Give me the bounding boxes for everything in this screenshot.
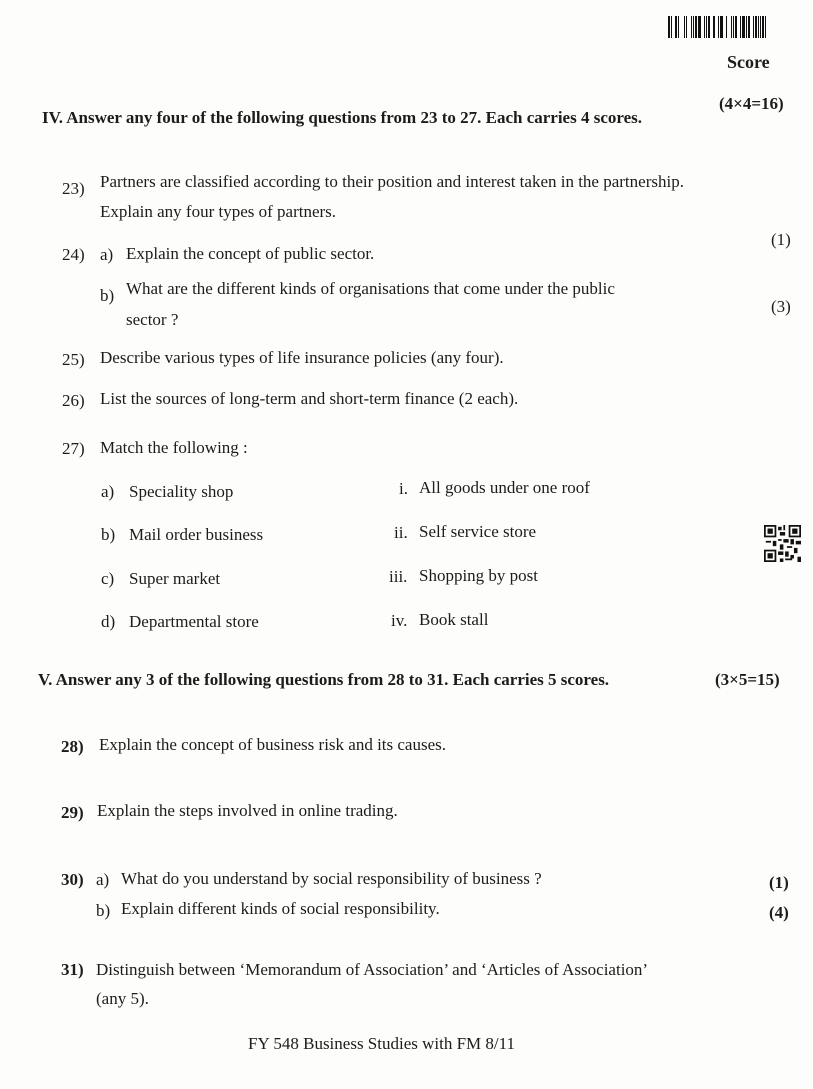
- section-4-heading: IV. Answer any four of the following questions from 23 to 27. Each carries 4 scores.: [42, 108, 643, 127]
- section-4-marks: (4×4=16): [719, 94, 784, 113]
- section-5-heading: V. Answer any 3 of the following questions from 28 to 31. Each carries 5 scores.: [38, 670, 610, 689]
- match-right-iv-label: iv.: [391, 611, 408, 630]
- q31-line2: (any 5).: [96, 989, 149, 1008]
- q24-a-text: Explain the concept of public sector.: [126, 244, 375, 263]
- q23-number: 23): [62, 179, 85, 198]
- q30-b-text: Explain different kinds of social responsibility.: [121, 899, 440, 918]
- match-left-a-text: Speciality shop: [129, 482, 234, 501]
- match-left-b-text: Mail order business: [129, 525, 264, 544]
- match-left-c-text: Super market: [129, 569, 221, 588]
- q25-number: 25): [62, 350, 85, 369]
- q24-a-marks: (1): [771, 230, 791, 249]
- match-left-d-text: Departmental store: [129, 612, 259, 631]
- q29-number: 29): [61, 803, 84, 822]
- footer-text: FY 548 Business Studies with FM 8/11: [248, 1034, 516, 1053]
- match-right-ii-text: Self service store: [419, 522, 537, 541]
- score-label: Score: [727, 52, 770, 72]
- q30-a-label: a): [96, 870, 110, 889]
- match-right-i-label: i.: [399, 479, 408, 498]
- match-right-iii-text: Shopping by post: [419, 566, 539, 585]
- match-right-iii-label: iii.: [389, 567, 408, 586]
- match-right-ii-label: ii.: [394, 523, 408, 542]
- match-left-d-label: d): [101, 612, 116, 631]
- q30-b-marks: (4): [769, 903, 789, 922]
- q28-number: 28): [61, 737, 84, 756]
- qr-code: [764, 525, 801, 562]
- q31-line1: Distinguish between ‘Memorandum of Association’ and ‘Articles of Association’: [96, 960, 649, 979]
- q26-text: List the sources of long-term and short-term finance (2 each).: [100, 389, 519, 408]
- q23-line2: Explain any four types of partners.: [100, 202, 337, 221]
- q30-a-marks: (1): [769, 873, 789, 892]
- q27-text: Match the following :: [100, 438, 248, 457]
- section-5-marks: (3×5=15): [715, 670, 780, 689]
- q28-text: Explain the concept of business risk and its causes.: [99, 735, 447, 754]
- match-left-a-label: a): [101, 482, 115, 501]
- q24-number: 24): [62, 245, 85, 264]
- q24-b-line2: sector ?: [126, 310, 179, 329]
- q30-b-label: b): [96, 901, 111, 920]
- q31-number: 31): [61, 960, 84, 979]
- q30-a-text: What do you understand by social responsibility of business ?: [121, 869, 542, 888]
- q25-text: Describe various types of life insurance policies (any four).: [100, 348, 504, 367]
- q24-b-line1: What are the different kinds of organisations that come under the public: [126, 279, 615, 298]
- match-right-iv-text: Book stall: [419, 610, 489, 629]
- q30-number: 30): [61, 870, 84, 889]
- match-right-i-text: All goods under one roof: [419, 478, 590, 497]
- q24-b-marks: (3): [771, 297, 791, 316]
- q23-line1: Partners are classified according to their position and interest taken in the partnership.: [100, 172, 684, 191]
- q27-number: 27): [62, 439, 85, 458]
- barcode: [668, 16, 790, 38]
- match-left-b-label: b): [101, 525, 116, 544]
- q24-b-label: b): [100, 286, 115, 305]
- q26-number: 26): [62, 391, 85, 410]
- match-left-c-label: c): [101, 569, 115, 588]
- q24-a-label: a): [100, 245, 114, 264]
- q29-text: Explain the steps involved in online trading.: [97, 801, 398, 820]
